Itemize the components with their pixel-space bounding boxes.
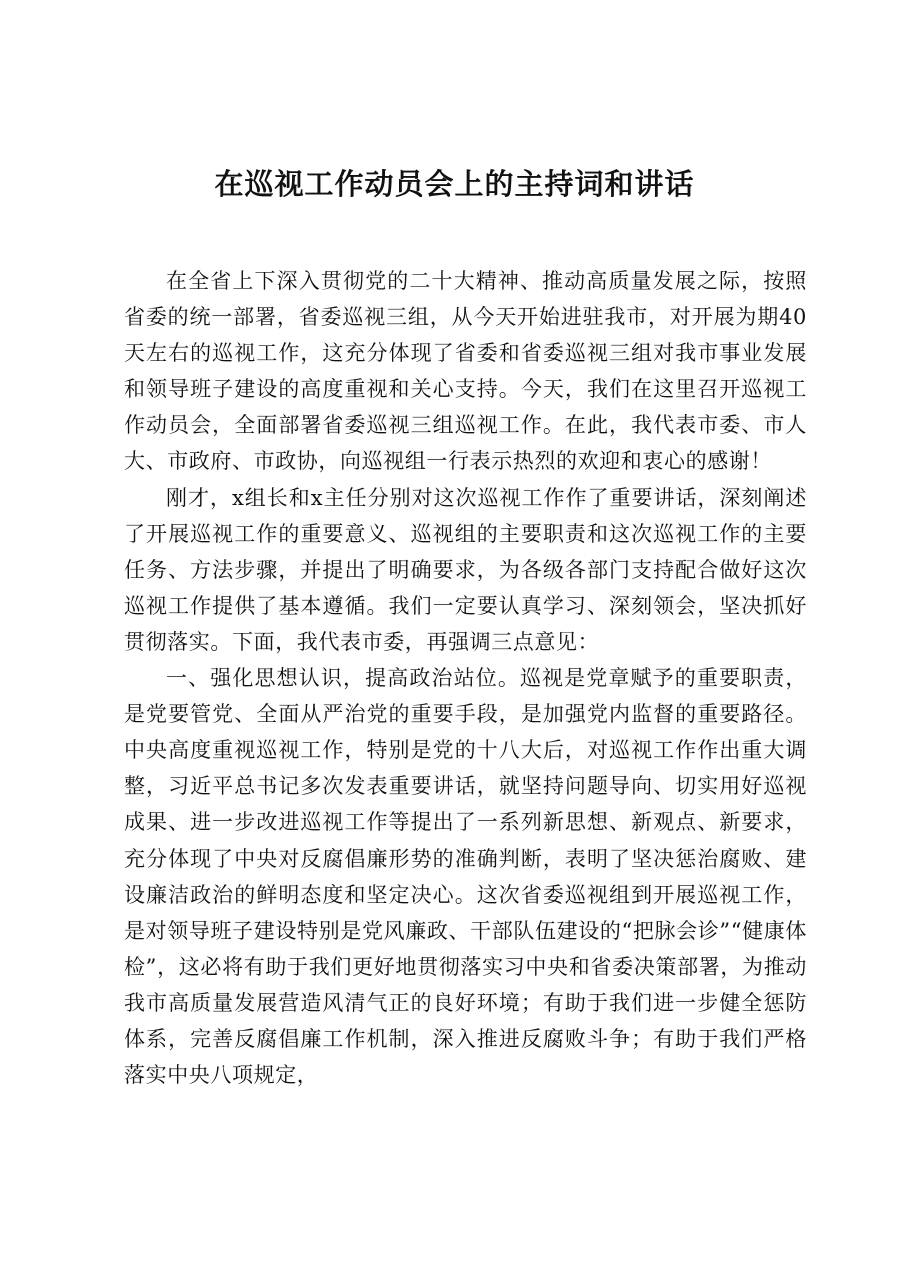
- paragraph-1: 在全省上下深入贯彻党的二十大精神、推动高质量发展之际，按照省委的统一部署，省委巡视三组，从今天开始进驻我市，对开展为期40天左右的巡视工作，这充分体现了省委和省委巡视三组对我市事业发展和领导班子建设的高度重视和关心支持。今天，我们在这里召开巡视工作动员会，全面部署省委巡视三组巡视工作。在此，我代表市委、市人大、市政府、市政协，向巡视组一行表示热烈的欢迎和衷心的感谢！: [124, 269, 807, 474]
- document-title: 在巡视工作动员会上的主持词和讲话: [214, 167, 695, 201]
- document-body: [124, 263, 807, 1093]
- paragraph-2: 刚才，x组长和x主任分别对这次巡视工作作了重要讲话，深刻阐述了开展巡视工作的重要意义、巡视组的主要职责和这次巡视工作的主要任务、方法步骤，并提出了明确要求，为各级各部门支持配合做好这次巡视工作提供了基本遵循。我们一定要认真学习、深刻领会，坚决抓好贯彻落实。下面，我代表市委，再强调三点意见：: [124, 485, 807, 654]
- paragraph-3: 一、强化思想认识，提高政治站位。巡视是党章赋予的重要职责，是党要管党、全面从严治党的重要手段，是加强党内监督的重要路径。中央高度重视巡视工作，特别是党的十八大后，对巡视工作作出重大调整，习近平总书记多次发表重要讲话，就坚持问题导向、切实用好巡视成果、进一步改进巡视工作等提出了一系列新思想、新观点、新要求，充分体现了中央对反腐倡廉形势的准确判断，表明了坚决惩治腐败、建设廉洁政治的鲜明态度和坚定决心。这次省委巡视组到开展巡视工作，是对领导班子建设特别是党风廉政、干部队伍建设的“把脉会诊”“健康体检”，这必将有助于我们更好地贯彻落实习中央和省委决策部署，为推动我市高质量发展营造风清气正的良好环境；有助于我们进一步健全惩防体系，完善反腐倡廉工作机制，深入推进反腐败斗争；有助于我们严格落实中央八项规定，: [124, 666, 807, 1088]
